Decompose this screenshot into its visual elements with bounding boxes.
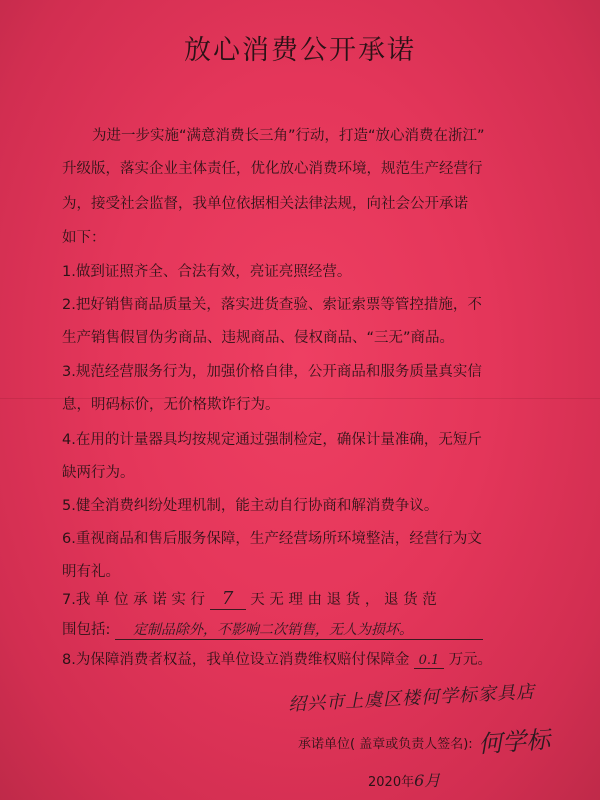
item-4-line-2: 缺两行为。: [62, 465, 135, 481]
handwritten-signature: 何学标: [477, 725, 552, 759]
item-7-middle: 天 无 理 由 退 货 ， 退 货 范: [250, 592, 437, 608]
handwritten-company-name: 绍兴市上虞区楼何学标家具店: [287, 681, 536, 716]
document-title: 放心消费公开承诺: [184, 35, 416, 66]
item-7-days-field: [210, 588, 246, 610]
date-year: 2020年: [368, 775, 415, 790]
item-7-scope-handwritten: 定制品除外，不影响二次销售，无人为损坏。: [133, 622, 413, 638]
item-6-line-1: 6.重视商品和售后服务保障，生产经营场所环境整洁，经营行为文: [62, 531, 482, 547]
intro-line-2: 升级版，落实企业主体责任，优化放心消费环境，规范生产经营行: [62, 161, 483, 177]
item-8-amount-field: [414, 652, 444, 669]
item-5-line-1: 5.健全消费纠纷处理机制，能主动自行协商和解消费争议。: [62, 498, 439, 514]
item-7-line-2: [62, 618, 483, 640]
item-4-line-1: 4.在用的计量器具均按规定通过强制检定，确保计量准确，无短斤: [62, 432, 482, 448]
item-7-scope-label: 围包括:: [62, 622, 111, 638]
item-3-line-2: 息，明码标价，无价格欺诈行为。: [62, 397, 280, 413]
item-7-days-handwritten: 7: [221, 588, 234, 609]
intro-line-1: 为进一步实施“满意消费长三角”行动，打造“放心消费在浙江”: [92, 128, 485, 144]
item-2-line-1: 2.把好销售商品质量关，落实进货查验、索证索票等管控措施，不: [62, 297, 482, 313]
item-7-prefix: 7.我 单 位 承 诺 实 行: [62, 592, 205, 608]
item-7-scope-field: [115, 619, 483, 640]
item-8-line: [62, 648, 492, 669]
item-6-line-2: 明有礼。: [62, 564, 120, 580]
date-month-handwritten: 6月: [414, 771, 441, 790]
item-8-amount-handwritten: 0.1: [418, 653, 440, 668]
date-line: [368, 768, 440, 791]
item-8-suffix: 万元。: [448, 652, 493, 668]
intro-line-3: 为，接受社会监督，我单位依据相关法律法规，向社会公开承诺: [62, 196, 468, 212]
item-1-line-1: 1.做到证照齐全、合法有效，亮证亮照经营。: [62, 264, 352, 280]
intro-line-4: 如下：: [62, 230, 106, 246]
item-2-line-2: 生产销售假冒伪劣商品、违规商品、侵权商品、“三无”商品。: [62, 330, 455, 346]
item-7-line-1: [62, 588, 437, 610]
item-8-prefix: 8.为保障消费者权益，我单位设立消费维权赔付保障金: [62, 652, 410, 668]
signature-label: 承诺单位( 盖章或负责人签名):: [298, 737, 473, 752]
item-3-line-1: 3.规范经营服务行为，加强价格自律，公开商品和服务质量真实信: [62, 364, 482, 380]
